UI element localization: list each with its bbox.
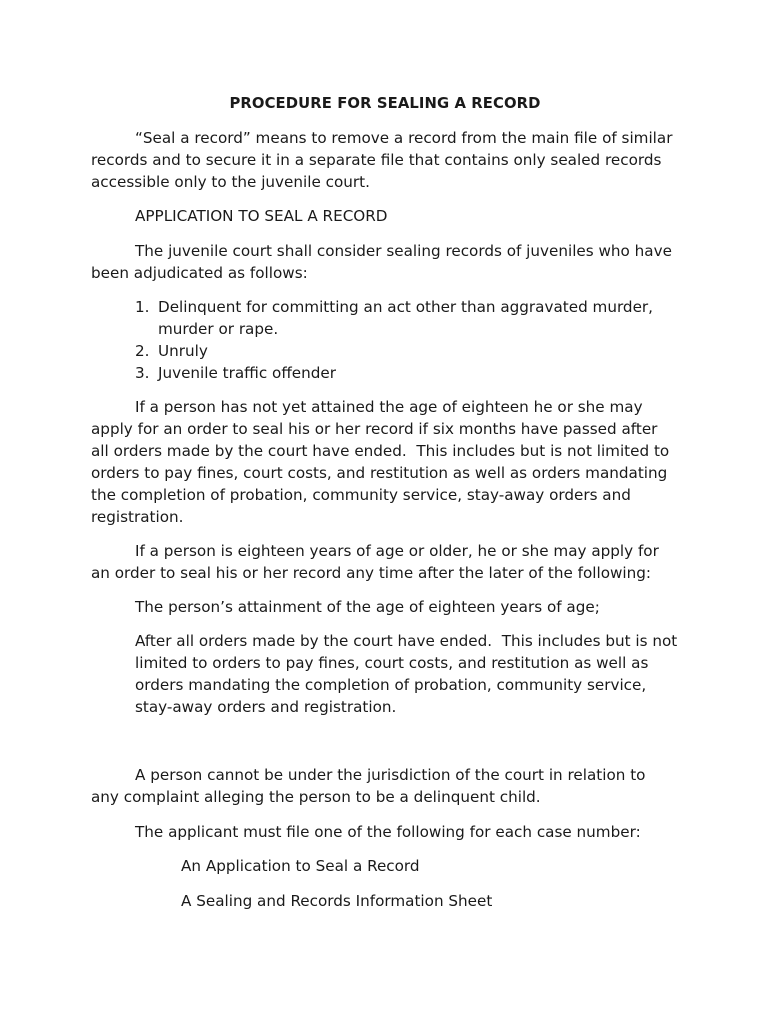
paragraph-line: apply for an order to seal his or her record if six months have passed after [91, 420, 658, 438]
list-number: 3. [135, 364, 150, 382]
paragraph-line: registration. [91, 508, 184, 526]
list-item-text: Juvenile traffic offender [158, 364, 336, 382]
paragraph-line: If a person has not yet attained the age of eighteen he or she may [135, 398, 643, 416]
document-title: PROCEDURE FOR SEALING A RECORD [229, 95, 541, 112]
attainment-condition: The person’s attainment of the age of eighteen years of age; [135, 598, 600, 616]
list-item-text: murder or rape. [158, 320, 279, 338]
paragraph-line: A person cannot be under the jurisdiction of the court in relation to [135, 766, 646, 784]
paragraph-line: the completion of probation, community service, stay-away orders and [91, 486, 631, 504]
paragraph-line: After all orders made by the court have ended. This includes but is not [135, 632, 678, 650]
paragraph-line: records and to secure it in a separate file that contains only sealed records [91, 151, 662, 169]
paragraph-line: limited to orders to pay fines, court costs, and restitution as well as [135, 654, 649, 672]
paragraph-line: orders to pay fines, court costs, and restitution as well as orders mandating [91, 464, 668, 482]
paragraph-line: “Seal a record” means to remove a record from the main file of similar [135, 129, 673, 147]
must-file-statement: The applicant must file one of the following for each case number: [135, 823, 641, 841]
application-heading: APPLICATION TO SEAL A RECORD [135, 207, 388, 225]
paragraph-line: stay-away orders and registration. [135, 698, 397, 716]
paragraph-line: all orders made by the court have ended. This includes but is not limited to [91, 442, 670, 460]
paragraph-line: any complaint alleging the person to be a delinquent child. [91, 788, 541, 806]
paragraph-line: been adjudicated as follows: [91, 264, 308, 282]
list-item-text: Unruly [158, 342, 208, 360]
form-item: A Sealing and Records Information Sheet [181, 892, 493, 910]
list-number: 1. [135, 298, 150, 316]
form-item: An Application to Seal a Record [181, 857, 420, 875]
paragraph-line: The juvenile court shall consider sealing records of juveniles who have [135, 242, 672, 260]
paragraph-line: an order to seal his or her record any time after the later of the following: [91, 564, 652, 582]
list-item-text: Delinquent for committing an act other than aggravated murder, [158, 298, 653, 316]
paragraph-line: accessible only to the juvenile court. [91, 173, 370, 191]
paragraph-line: If a person is eighteen years of age or older, he or she may apply for [135, 542, 659, 560]
list-number: 2. [135, 342, 150, 360]
paragraph-line: orders mandating the completion of probation, community service, [135, 676, 647, 694]
